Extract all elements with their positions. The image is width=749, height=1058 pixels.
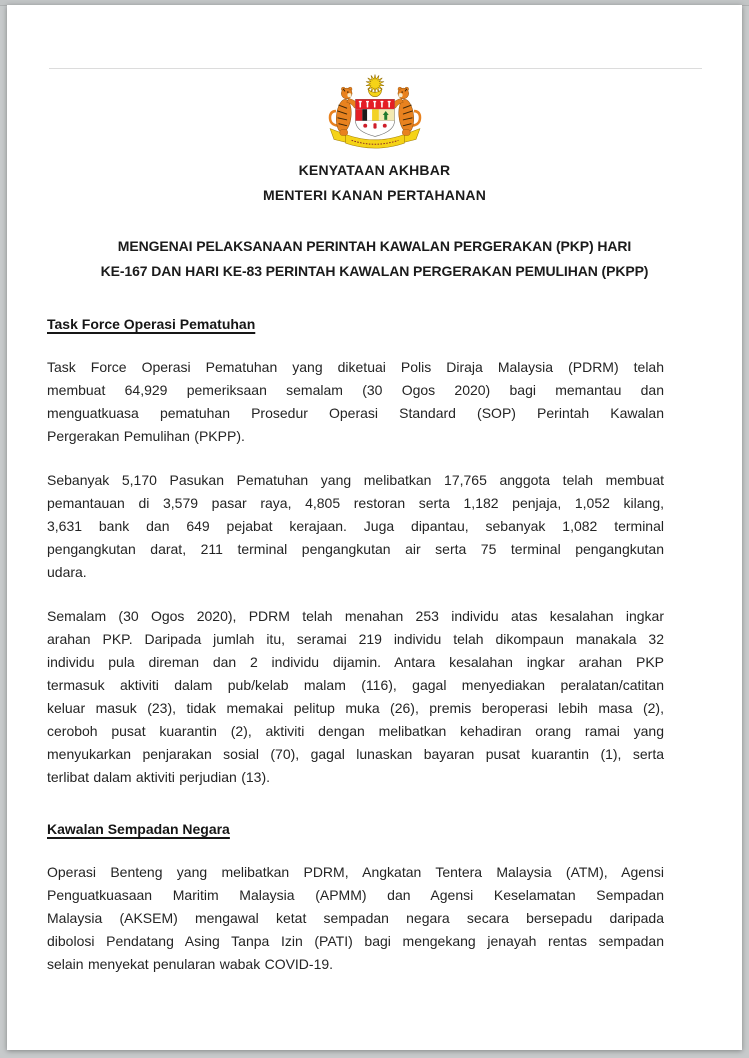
body-line: menguatkuasa pematuhan Prosedur Operasi Standard (SOP) Perintah Kawalan — [47, 405, 664, 421]
body-line: Operasi Benteng yang melibatkan PDRM, Angkatan Tentera Malaysia (ATM), Agensi — [47, 864, 664, 880]
tiger-supporter-right — [391, 87, 419, 135]
body-line: Pergerakan Pemulihan (PKPP). — [47, 428, 245, 444]
paragraph — [47, 861, 664, 976]
body-line: keluar masuk (23), tidak memakai pelitup muka (26), premis beroperasi lebih masa (2), — [47, 700, 664, 716]
tiger-supporter-left — [329, 87, 357, 135]
body-line: pengangkutan darat, 211 terminal pengangkutan air serta 75 terminal pengangkutan — [47, 541, 664, 557]
body-line: individu pula direman dan 2 individu dijamin. Antara kesalahan ingkar arahan PKP — [47, 654, 664, 670]
body-line: menyukarkan penjarakan sosial (70), gagal lunaskan bayaran pusat kuarantin (1), serta — [47, 746, 664, 762]
section-heading: Task Force Operasi Pematuhan — [47, 316, 256, 332]
body-line: Sebanyak 5,170 Pasukan Pematuhan yang melibatkan 17,765 anggota telah membuat — [47, 472, 664, 488]
document-title — [7, 234, 742, 284]
section — [47, 313, 664, 789]
body-line: Penguatkuasaan Maritim Malaysia (APMM) dan Agensi Keselamatan Sempadan — [47, 887, 664, 903]
paragraph — [47, 356, 664, 448]
body-line: membuat 64,929 pemeriksaan semalam (30 Ogos 2020) bagi memantau dan — [47, 382, 664, 398]
body-line: Task Force Operasi Pematuhan yang diketuai Polis Diraja Malaysia (PDRM) telah — [47, 359, 664, 375]
body-line: udara. — [47, 564, 87, 580]
body-line: ceroboh pusat kuarantin (2), aktiviti dengan melibatkan kehadiran orang ramai yang — [47, 723, 664, 739]
section — [47, 818, 664, 976]
minister-title: MENTERI KANAN PERTAHANAN — [262, 187, 487, 203]
body-line: Malaysia (AKSEM) mengawal ketat sempadan negara secara bersepadu daripada — [47, 910, 664, 926]
document-page — [7, 5, 742, 1050]
body-line: pemantauan di 3,579 pasar raya, 4,805 restoran serta 1,182 penjaja, 1,052 kilang, — [47, 495, 664, 511]
shield — [355, 99, 394, 136]
press-statement-label: KENYATAAN AKHBAR — [298, 162, 451, 178]
body-line: 3,631 bank dan 649 pejabat kerajaan. Juga dipantau, sebanyak 1,082 terminal — [47, 518, 664, 534]
body-line: selain menyekat penularan wabak COVID-19. — [47, 956, 334, 972]
malaysia-coat-of-arms-icon — [316, 72, 434, 154]
document-title-line-1: MENGENAI PELAKSANAAN PERINTAH KAWALAN PERGERAKAN (PKP) HARI — [117, 238, 632, 254]
header-rule — [49, 68, 702, 69]
body-line: dibolosi Pendatang Asing Tanpa Izin (PATI) bagi mengekang jenayah rentas sempadan — [47, 933, 664, 949]
paragraph — [47, 469, 664, 584]
body-line: terlibat dalam aktiviti perjudian (13). — [47, 769, 270, 785]
section-heading: Kawalan Sempadan Negara — [47, 821, 230, 837]
paragraph — [47, 605, 664, 789]
document-title-line-2: KE-167 DAN HARI KE-83 PERINTAH KAWALAN PERGERAKAN PEMULIHAN (PKPP) — [100, 263, 649, 279]
body-line: Semalam (30 Ogos 2020), PDRM telah menahan 253 individu atas kesalahan ingkar — [47, 608, 664, 624]
body-line: termasuk aktiviti dalam pub/kelab malam (116), gagal menyediakan peralatan/catitan — [47, 677, 664, 693]
body-line: arahan PKP. Daripada jumlah itu, seramai 219 individu telah dikompaun manakala 32 — [47, 631, 664, 647]
document-body — [47, 313, 664, 976]
